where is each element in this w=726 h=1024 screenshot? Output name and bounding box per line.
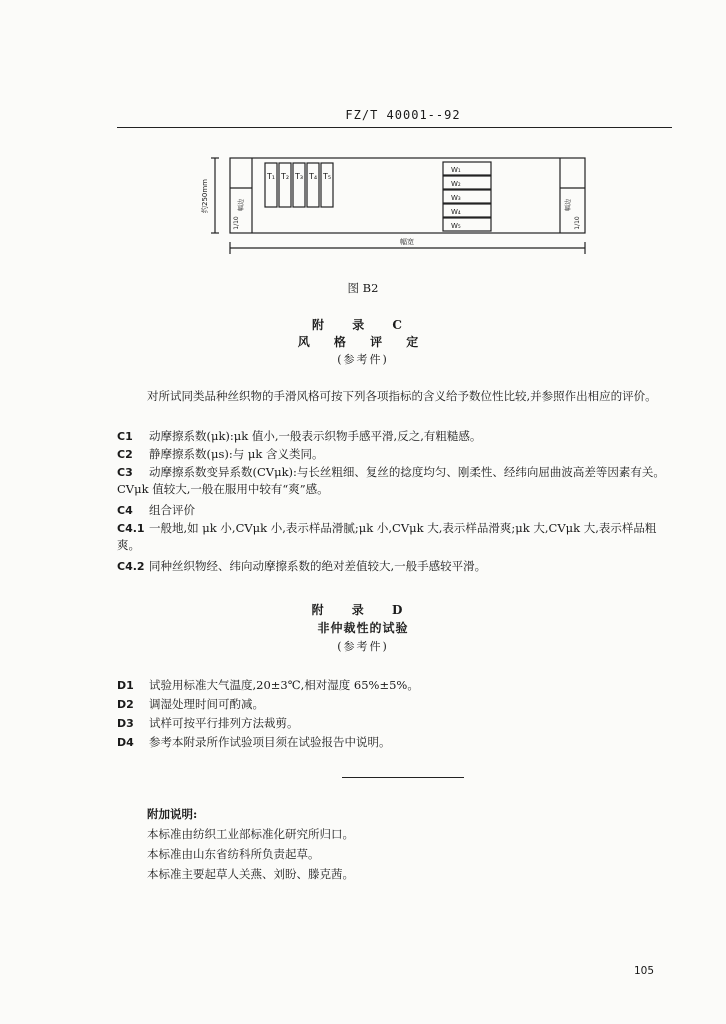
clause-c4-2 — [117, 558, 679, 575]
t-label: T₅ — [322, 172, 332, 181]
right-selvage-label: 幅边 — [565, 198, 572, 212]
t-strip — [321, 163, 333, 207]
clause-c3 — [117, 464, 679, 498]
appendix-d-note: (参考件) — [337, 640, 389, 653]
t-strip — [293, 163, 305, 207]
t-strip — [307, 163, 319, 207]
clause-d4 — [117, 734, 679, 751]
side-dimension-label: 约250mm — [201, 179, 209, 213]
clause-text: 组合评价 — [149, 503, 195, 517]
clause-text: 动摩擦系数变异系数(CVμk):与长丝粗细、复丝的捻度均匀、刚柔性、经纬向屈曲波高差等因素有关。CVμk 值较大,一般在服用中较有“爽”感。 — [117, 465, 665, 496]
figure-caption: 图 B2 — [347, 281, 379, 295]
additional-note-line: 本标准主要起草人关燕、刘盼、滕克茜。 — [147, 867, 354, 881]
t-strip — [279, 163, 291, 207]
additional-note-line: 本标准由纺织工业部标准化研究所归口。 — [147, 827, 354, 841]
appendix-c-note: (参考件) — [337, 353, 389, 366]
appendix-c-subtitle: 风 格 评 定 — [297, 335, 429, 349]
clause-label: D1 — [117, 679, 134, 692]
additional-note-line: 本标准由山东省纺科所负责起草。 — [147, 847, 320, 861]
clause-text: 调湿处理时间可酌减。 — [149, 697, 264, 711]
clause-text: 试验用标准大气温度,20±3℃,相对湿度 65%±5%。 — [149, 678, 419, 692]
appendix-c-title: 附 录 C — [312, 318, 414, 332]
clause-text: 同种丝织物经、纬向动摩擦系数的绝对差值较大,一般手感较平滑。 — [149, 559, 487, 573]
right-selvage-dim: 1/10 — [574, 216, 581, 230]
additional-notes-heading: 附加说明: — [147, 807, 198, 821]
header-rule — [117, 127, 672, 128]
end-rule — [342, 777, 464, 778]
left-selvage-dim: 1/10 — [233, 216, 240, 230]
appendix-c-intro: 对所试同类品种丝织物的手滑风格可按下列各项指标的含义给予数位性比较,并参照作出相应的评价。 — [147, 389, 657, 403]
clause-label: D2 — [117, 698, 134, 711]
clause-text: 试样可按平行排列方法裁剪。 — [149, 716, 299, 730]
clause-label: C4.1 — [117, 522, 145, 535]
clause-label: C2 — [117, 448, 133, 461]
clause-text: 参考本附录所作试验项目须在试验报告中说明。 — [149, 735, 391, 749]
appendix-d-title: 附 录 D — [311, 603, 415, 617]
clause-text: 一般地,如 μk 小,CVμk 小,表示样品滑腻;μk 小,CVμk 大,表示样品滑爽;μk 大,CVμk 大,表示样品粗爽。 — [117, 521, 657, 552]
t-label: T₁ — [266, 172, 276, 181]
page-header — [0, 108, 726, 122]
fabric-outline — [230, 158, 585, 233]
figure-b2-diagram — [195, 150, 600, 265]
clause-c2 — [117, 446, 679, 463]
clause-label: D4 — [117, 736, 134, 749]
clause-label: C1 — [117, 430, 133, 443]
clause-label: C4 — [117, 504, 133, 517]
standard-code: FZ/T 40001--92 — [345, 108, 461, 122]
page-number: 105 — [634, 965, 655, 977]
t-label: T₃ — [294, 172, 304, 181]
t-strip — [265, 163, 277, 207]
clause-d2 — [117, 696, 679, 713]
w-label: W₃ — [451, 194, 461, 202]
w-label: W₂ — [451, 180, 461, 188]
appendix-d-subtitle: 非仲裁性的试验 — [317, 621, 409, 635]
clause-label: C3 — [117, 466, 133, 479]
clause-c1 — [117, 428, 679, 445]
t-label: T₄ — [308, 172, 318, 181]
clause-label: C4.2 — [117, 560, 145, 573]
clause-d3 — [117, 715, 679, 732]
w-label: W₅ — [451, 222, 461, 230]
left-selvage-label: 幅边 — [238, 198, 245, 212]
clause-c4 — [117, 502, 679, 519]
clause-c4-1 — [117, 520, 679, 554]
w-label: W₁ — [451, 166, 461, 174]
w-label: W₄ — [451, 208, 461, 216]
clause-text: 静摩擦系数(μs):与 μk 含义类同。 — [149, 447, 324, 461]
clause-text: 动摩擦系数(μk):μk 值小,一般表示织物手感平滑,反之,有粗糙感。 — [149, 429, 482, 443]
clause-label: D3 — [117, 717, 134, 730]
fabric-width-label: 幅宽 — [400, 238, 414, 246]
clause-d1 — [117, 677, 679, 694]
t-label: T₂ — [280, 172, 290, 181]
